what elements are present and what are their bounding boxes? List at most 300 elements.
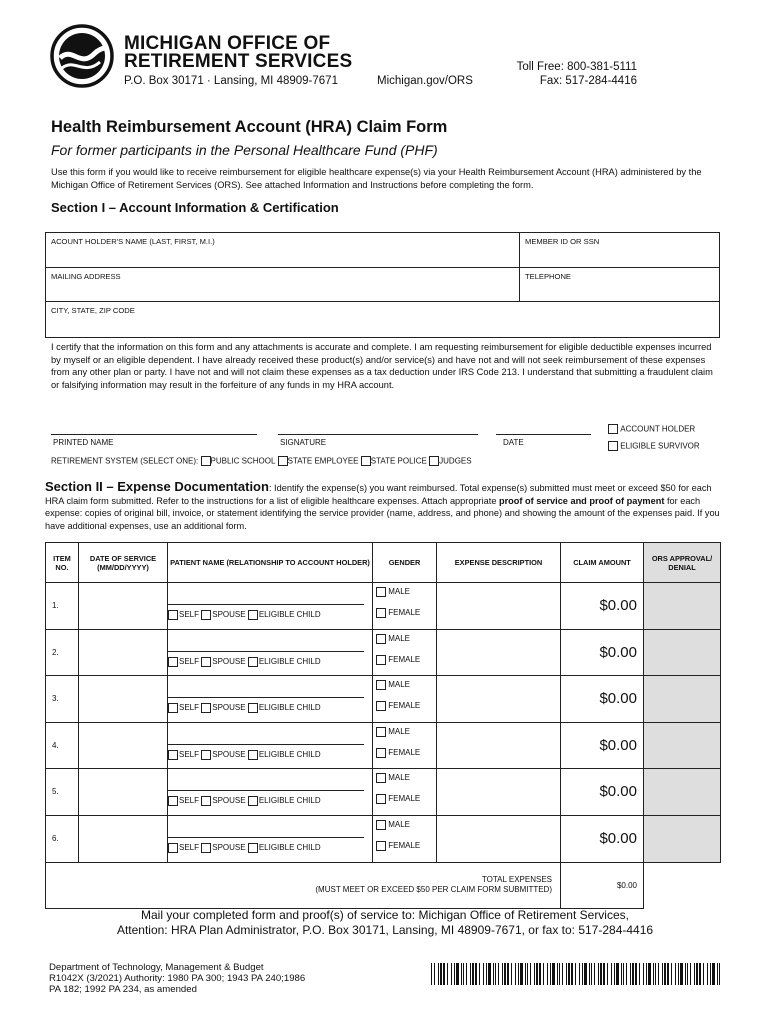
relationship-label: SPOUSE [212, 656, 246, 666]
table-row [46, 722, 721, 769]
barcode-bar [712, 963, 715, 985]
gender-male-option[interactable] [376, 634, 410, 644]
retirement-system-select [51, 456, 472, 466]
gender-female-option[interactable] [376, 608, 420, 618]
barcode-bar [498, 963, 499, 985]
table-row [46, 769, 721, 816]
item-no: 5. [52, 787, 59, 797]
barcode-bar [616, 963, 619, 985]
relationship-label: ELIGIBLE CHILD [258, 656, 321, 666]
mailing-address-field[interactable] [46, 268, 519, 301]
account-holder-label: ACCOUNT HOLDER [620, 424, 696, 434]
patient-name-cell[interactable] [168, 629, 373, 676]
male-label: MALE [388, 820, 411, 830]
barcode-bar [643, 963, 644, 985]
relationship-checkbox[interactable] [168, 657, 178, 667]
female-checkbox[interactable] [376, 794, 386, 804]
patient-name-cell[interactable] [168, 676, 373, 723]
female-label: FEMALE [388, 608, 421, 618]
relationship-checkbox[interactable] [201, 843, 211, 853]
relationship-label: ELIGIBLE CHILD [258, 610, 321, 620]
total-expenses-label [46, 862, 561, 909]
header-patient-name: PATIENT NAME (RELATIONSHIP TO ACCOUNT HOLDER) [168, 543, 373, 583]
expense-description-cell[interactable] [437, 629, 561, 676]
gender-female-option[interactable] [376, 701, 420, 711]
gender-male-option[interactable] [376, 773, 410, 783]
barcode-bar [635, 963, 637, 985]
relationship-options [168, 796, 321, 806]
relationship-label: SELF [179, 796, 200, 806]
judges-checkbox[interactable] [429, 456, 439, 466]
barcode-bar [579, 963, 580, 985]
state-police-checkbox[interactable] [361, 456, 371, 466]
barcode-bar [680, 963, 683, 985]
date-label: DATE [503, 438, 524, 447]
barcode-bar [571, 963, 573, 985]
relationship-label: ELIGIBLE CHILD [258, 843, 321, 853]
claim-amount-cell[interactable] [561, 769, 644, 816]
account-holder-name-field[interactable] [46, 233, 519, 267]
form-footer [49, 962, 305, 995]
patient-name-cell[interactable] [168, 815, 373, 862]
barcode-bar [504, 963, 506, 985]
header-expense-description: EXPENSE DESCRIPTION [437, 543, 561, 583]
relationship-label: SELF [179, 656, 200, 666]
gender-male-option[interactable] [376, 587, 410, 597]
male-checkbox[interactable] [376, 680, 386, 690]
section1-heading: Section I – Account Information & Certification [51, 200, 339, 215]
gender-female-option[interactable] [376, 794, 420, 804]
barcode-bar [667, 963, 669, 985]
male-checkbox[interactable] [376, 727, 386, 737]
barcode-bar [658, 963, 659, 985]
female-label: FEMALE [388, 701, 421, 711]
relationship-checkbox[interactable] [201, 796, 211, 806]
certification-text: I certify that the information on this form and any attachments is accurate and complete. I am requesting reimbursement for eligible deductible expenses incurred by myself or an eligible dependent. I have already received these product(s) and/or service(s) and have not and will not seek reimbursement of these expenses from any other plan or party. I have not and will not claim these expenses as a tax deduction under IRS Code 213. I understand that submitting a fraudulent claim or falsifying information may result in the forfeiture of any funds in my HRA account. [51, 342, 713, 390]
account-holder-option[interactable] [608, 424, 695, 434]
eligible-survivor-checkbox[interactable] [608, 441, 618, 451]
barcode-bar [575, 963, 576, 985]
header-ors-approval: ORS APPROVAL/ DENIAL [644, 543, 721, 583]
claim-amount-cell[interactable] [561, 676, 644, 723]
claim-amount: $0.00 [599, 829, 637, 847]
male-label: MALE [388, 680, 411, 690]
barcode-bar [434, 963, 435, 985]
barcode-bar [621, 963, 622, 985]
relationship-checkbox[interactable] [201, 610, 211, 620]
signature-line[interactable] [278, 434, 478, 435]
patient-name-line [168, 604, 364, 605]
barcode-bar [717, 963, 718, 985]
item-no: 2. [52, 647, 59, 657]
gender-female-option[interactable] [376, 841, 420, 851]
header-gender: GENDER [373, 543, 437, 583]
female-checkbox[interactable] [376, 608, 386, 618]
barcode-bar [632, 963, 634, 985]
table-row [46, 815, 721, 862]
barcode-bar [443, 963, 445, 985]
expense-description-cell[interactable] [437, 722, 561, 769]
male-checkbox[interactable] [376, 820, 386, 830]
barcode-bar [552, 963, 555, 985]
barcode-bar [562, 963, 563, 985]
barcode-bar [694, 963, 695, 985]
barcode-bar [466, 963, 467, 985]
male-checkbox[interactable] [376, 634, 386, 644]
footer-dept: Department of Technology, Management & Budget [49, 962, 264, 973]
ors-approval-cell [644, 583, 721, 630]
date-of-service-cell[interactable] [79, 769, 168, 816]
barcode-bar [518, 963, 519, 985]
form-title: Health Reimbursement Account (HRA) Claim Form [51, 118, 448, 136]
ors-approval-cell [644, 676, 721, 723]
item-no-cell [46, 583, 79, 630]
barcode-bar [534, 963, 535, 985]
state-employee-label: STATE EMPLOYEE [287, 456, 359, 466]
gender-male-option[interactable] [376, 820, 410, 830]
male-label: MALE [388, 587, 411, 597]
male-label: MALE [388, 773, 411, 783]
item-no: 3. [52, 694, 59, 704]
barcode-bar [495, 963, 496, 985]
barcode-bar [598, 963, 599, 985]
judges-label: JUDGES [439, 456, 472, 466]
relationship-label: SELF [179, 703, 200, 713]
account-info-table [45, 232, 720, 338]
barcode-bar [456, 963, 459, 985]
section2-heading: Section II – Expense Documentation [45, 479, 269, 494]
male-checkbox[interactable] [376, 773, 386, 783]
barcode-bar [626, 963, 627, 985]
relationship-checkbox[interactable] [248, 750, 258, 760]
barcode-bar [502, 963, 503, 985]
female-checkbox[interactable] [376, 841, 386, 851]
claim-amount-cell[interactable] [561, 815, 644, 862]
claim-amount: $0.00 [599, 783, 637, 801]
barcode-bar [671, 963, 672, 985]
patient-name-line [168, 651, 364, 652]
barcode-bar [594, 963, 595, 985]
relationship-options [168, 657, 321, 667]
female-label: FEMALE [388, 747, 421, 757]
barcode-bar [699, 963, 701, 985]
barcode-bar [584, 963, 587, 985]
barcode-bar [520, 963, 523, 985]
barcode-bar [614, 963, 615, 985]
patient-name-line [168, 744, 364, 745]
barcode-bar [591, 963, 592, 985]
relationship-checkbox[interactable] [201, 657, 211, 667]
date-of-service-cell[interactable] [79, 629, 168, 676]
barcode-bar [475, 963, 477, 985]
barcode-bar [463, 963, 464, 985]
table-row [46, 629, 721, 676]
city-state-zip-field[interactable] [46, 302, 719, 337]
relationship-checkbox[interactable] [201, 750, 211, 760]
gender-cell [373, 769, 437, 816]
barcode-bar [648, 963, 651, 985]
header-claim-amount: CLAIM AMOUNT [561, 543, 644, 583]
relationship-label: SPOUSE [212, 796, 246, 806]
relationship-checkbox[interactable] [168, 703, 178, 713]
item-no: 1. [52, 601, 59, 610]
barcode-bar [461, 963, 462, 985]
org-name-line1: MICHIGAN OFFICE OF [124, 33, 331, 54]
barcode-bar [543, 963, 544, 985]
org-name-line2: RETIREMENT SERVICES [124, 51, 353, 72]
gender-female-option[interactable] [376, 748, 420, 758]
mailing-address-label: MAILING ADDRESS [51, 272, 121, 281]
female-checkbox[interactable] [376, 655, 386, 665]
barcode-bar [710, 963, 711, 985]
barcode-bar [527, 963, 528, 985]
public-school-checkbox[interactable] [201, 456, 211, 466]
relationship-checkbox[interactable] [248, 843, 258, 853]
toll-free-number: Toll Free: 800-381-5111 [516, 61, 637, 73]
relationship-label: ELIGIBLE CHILD [258, 749, 321, 759]
expense-description-cell[interactable] [437, 769, 561, 816]
patient-name-line [168, 697, 364, 698]
barcode-bar [662, 963, 663, 985]
section2-text-b: for each expense: copies of original bill, invoice, or statement identifying the service provider (name, address, and phone) and showing the amount of the expenses paid. If you have additional expenses, use an additional form. [45, 495, 720, 531]
female-checkbox[interactable] [376, 748, 386, 758]
barcode-bar [557, 963, 558, 985]
relationship-label: SPOUSE [212, 843, 246, 853]
printed-name-label: PRINTED NAME [53, 438, 114, 447]
expense-description-cell[interactable] [437, 676, 561, 723]
relationship-checkbox[interactable] [168, 843, 178, 853]
relationship-options [168, 750, 321, 760]
gender-male-option[interactable] [376, 727, 410, 737]
section2-proof-emphasis: proof of service and proof of payment [498, 495, 665, 506]
barcode-bar [600, 963, 602, 985]
barcode-bar [451, 963, 452, 985]
ors-logo [50, 24, 114, 88]
barcode-bar [664, 963, 666, 985]
ors-approval-cell [644, 769, 721, 816]
barcode-bar [493, 963, 494, 985]
female-label: FEMALE [388, 841, 421, 851]
relationship-options [168, 843, 321, 853]
claim-amount-cell[interactable] [561, 583, 644, 630]
city-state-zip-label: CITY, STATE, ZIP CODE [51, 306, 135, 315]
barcode-bar [539, 963, 541, 985]
barcode-bar [438, 963, 439, 985]
item-no-cell [46, 676, 79, 723]
barcode-bar [547, 963, 548, 985]
form-subtitle: For former participants in the Personal Healthcare Fund (PHF) [51, 142, 438, 158]
barcode-bar [525, 963, 526, 985]
item-no: 6. [52, 833, 59, 843]
expense-description-cell[interactable] [437, 583, 561, 630]
retirement-system-label: RETIREMENT SYSTEM (SELECT ONE): [51, 456, 199, 466]
table-row [46, 676, 721, 723]
barcode-bar [472, 963, 474, 985]
barcode-bar [530, 963, 531, 985]
barcode-bar [470, 963, 471, 985]
barcode-bar [515, 963, 516, 985]
claim-amount: $0.00 [599, 597, 637, 614]
header-item-no: ITEM NO. [46, 543, 79, 583]
header-date-of-service: DATE OF SERVICE (MM/DD/YYYY) [79, 543, 168, 583]
printed-name-line[interactable] [51, 434, 257, 435]
barcode-bar [589, 963, 590, 985]
ors-approval-cell [644, 629, 721, 676]
barcode-bar [536, 963, 538, 985]
relationship-checkbox[interactable] [248, 610, 258, 620]
barcode-bar [623, 963, 624, 985]
patient-name-line [168, 837, 364, 838]
barcode-bar [440, 963, 442, 985]
patient-name-cell[interactable] [168, 583, 373, 630]
barcode-bar [639, 963, 640, 985]
barcode [431, 963, 720, 985]
barcode-bar [685, 963, 686, 985]
relationship-checkbox[interactable] [201, 703, 211, 713]
expense-table [45, 542, 721, 909]
barcode-bar [447, 963, 448, 985]
footer-form-id: R1042X (3/2021) Authority: 1980 PA 300; 1943 PA 240;1986 [49, 973, 306, 984]
barcode-bar [431, 963, 432, 985]
date-of-service-cell[interactable] [79, 676, 168, 723]
date-of-service-cell[interactable] [79, 722, 168, 769]
item-no-cell [46, 815, 79, 862]
male-checkbox[interactable] [376, 587, 386, 597]
patient-name-cell[interactable] [168, 769, 373, 816]
gender-cell [373, 722, 437, 769]
barcode-bar [719, 963, 720, 985]
total-expenses-note: (MUST MEET OR EXCEED $50 PER CLAIM FORM SUBMITTED) [315, 885, 552, 895]
patient-name-line [168, 790, 364, 791]
claim-amount: $0.00 [599, 736, 637, 754]
barcode-bar [678, 963, 679, 985]
female-checkbox[interactable] [376, 701, 386, 711]
barcode-bar [675, 963, 676, 985]
state-employee-checkbox[interactable] [278, 456, 288, 466]
relationship-label: SELF [179, 610, 200, 620]
barcode-bar [479, 963, 480, 985]
barcode-bar [488, 963, 491, 985]
barcode-bar [568, 963, 570, 985]
barcode-bar [550, 963, 551, 985]
mailing-line2: Attention: HRA Plan Administrator, P.O. Box 30171, Lansing, MI 48909-7671, or fax to: 517-284-4416 [116, 923, 654, 937]
date-line[interactable] [496, 434, 591, 435]
relationship-label: SPOUSE [212, 703, 246, 713]
barcode-bar [483, 963, 484, 985]
female-label: FEMALE [388, 794, 421, 804]
barcode-bar [611, 963, 612, 985]
relationship-label: SELF [179, 843, 200, 853]
relationship-label: SPOUSE [212, 749, 246, 759]
gender-cell [373, 629, 437, 676]
member-id-field[interactable] [520, 233, 720, 267]
barcode-bar [687, 963, 688, 985]
total-expenses-amount[interactable]: $0.00 [561, 862, 644, 909]
total-blank [644, 862, 721, 909]
fax-number: Fax: 517-284-4416 [539, 75, 637, 87]
relationship-checkbox[interactable] [248, 796, 258, 806]
gender-female-option[interactable] [376, 655, 420, 665]
org-website: Michigan.gov/ORS [377, 75, 473, 87]
claim-amount: $0.00 [599, 643, 637, 661]
gender-cell [373, 815, 437, 862]
item-no-cell [46, 722, 79, 769]
item-no: 4. [52, 740, 59, 750]
barcode-bar [486, 963, 487, 985]
relationship-label: SPOUSE [212, 610, 246, 620]
mailing-line1: Mail your completed form and proof(s) of service to: Michigan Office of Retirement Services, [141, 908, 629, 922]
eligible-survivor-label: ELIGIBLE SURVIVOR [620, 441, 700, 451]
barcode-bar [454, 963, 455, 985]
barcode-bar [603, 963, 605, 985]
claim-amount-cell[interactable] [561, 629, 644, 676]
account-holder-checkbox[interactable] [608, 424, 618, 434]
claim-amount: $0.00 [599, 690, 637, 708]
ors-approval-cell [644, 722, 721, 769]
gender-cell [373, 583, 437, 630]
relationship-checkbox[interactable] [168, 750, 178, 760]
barcode-bar [507, 963, 509, 985]
claim-amount-cell[interactable] [561, 722, 644, 769]
date-of-service-cell[interactable] [79, 815, 168, 862]
signature-label: SIGNATURE [280, 438, 327, 447]
telephone-field[interactable] [520, 268, 720, 301]
form-intro: Use this form if you would like to receive reimbursement for eligible healthcare expense(s) via your Health Reimbursement Account (HRA) administered by the Michigan Office of Retirement Services (ORS). See attached Information and Instructions before completing the form. [51, 167, 702, 190]
member-id-label: MEMBER ID OR SSN [525, 237, 600, 246]
barcode-bar [690, 963, 691, 985]
relationship-options [168, 703, 321, 713]
barcode-bar [630, 963, 631, 985]
barcode-bar [646, 963, 647, 985]
eligible-survivor-option[interactable] [608, 441, 700, 451]
barcode-bar [559, 963, 560, 985]
relationship-checkbox[interactable] [248, 703, 258, 713]
table-row [46, 583, 721, 630]
telephone-label: TELEPHONE [525, 272, 571, 281]
total-expenses-title: TOTAL EXPENSES [481, 875, 552, 885]
barcode-bar [707, 963, 708, 985]
barcode-bar [655, 963, 656, 985]
footer-authority: PA 182; 1992 PA 234, as amended [49, 984, 197, 995]
barcode-bar [653, 963, 654, 985]
public-school-label: PUBLIC SCHOOL [210, 456, 276, 466]
section2-text-a: : Identify the expense(s) you want reimbursed. Total expense(s) submitted must meet or exceed $50 for each HRA claim form submitted. Refer to the instructions for a list of eligible healthcare expenses. Attach appropriate [45, 483, 712, 506]
section2-intro [45, 481, 720, 532]
male-label: MALE [388, 633, 411, 643]
relationship-checkbox[interactable] [248, 657, 258, 667]
expense-description-cell[interactable] [437, 815, 561, 862]
relationship-label: ELIGIBLE CHILD [258, 796, 321, 806]
relationship-checkbox[interactable] [168, 610, 178, 620]
gender-male-option[interactable] [376, 680, 410, 690]
barcode-bar [607, 963, 608, 985]
patient-name-cell[interactable] [168, 722, 373, 769]
barcode-bar [511, 963, 512, 985]
org-address: P.O. Box 30171 · Lansing, MI 48909-7671 [124, 75, 338, 87]
female-label: FEMALE [388, 654, 421, 664]
account-holder-name-label: ACOUNT HOLDER'S NAME (LAST, FIRST, M.I.) [51, 237, 215, 246]
date-of-service-cell[interactable] [79, 583, 168, 630]
state-police-label: STATE POLICE [370, 456, 427, 466]
relationship-label: ELIGIBLE CHILD [258, 703, 321, 713]
gender-cell [373, 676, 437, 723]
relationship-label: SELF [179, 749, 200, 759]
relationship-checkbox[interactable] [168, 796, 178, 806]
ors-approval-cell [644, 815, 721, 862]
item-no-cell [46, 629, 79, 676]
mailing-instructions [0, 908, 770, 938]
male-label: MALE [388, 726, 411, 736]
